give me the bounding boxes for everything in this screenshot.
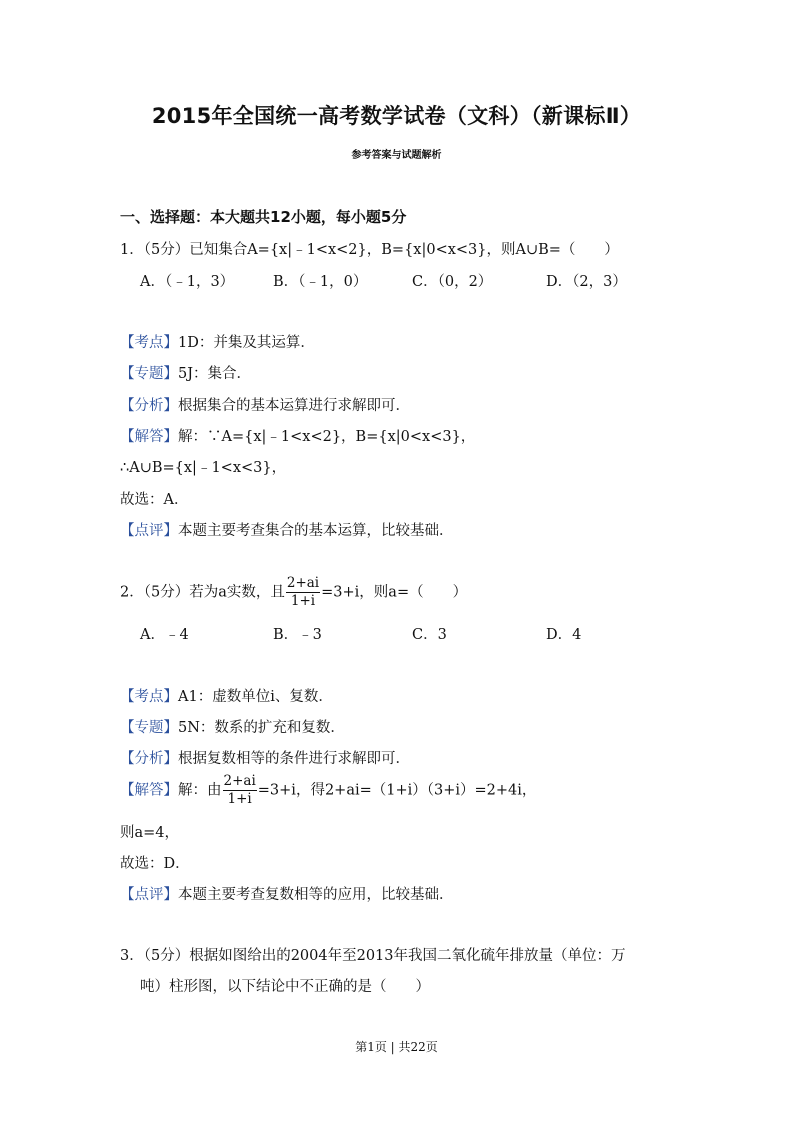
q1-option-d: D．（2，3）: [546, 274, 627, 290]
q2-fraction-denominator: 1+i: [290, 593, 316, 609]
q1-option-a: A．（﹣1，3）: [140, 274, 235, 290]
q2-fenxi-text: 根据复数相等的条件进行求解即可．: [178, 751, 410, 767]
q1-kaodian-tag: 【考点】: [120, 335, 178, 351]
q2-fraction-numerator: 2+ai: [286, 575, 320, 591]
q1-jieda-tag: 【解答】: [120, 429, 178, 445]
q1-option-b: B．（﹣1，0）: [273, 274, 368, 290]
q1-answer: 故选：A．: [120, 492, 189, 508]
q2-fenxi: [120, 747, 410, 768]
q2-kaodian: [120, 685, 333, 706]
q2-jieda: [120, 773, 536, 808]
q2-zhuanti-text: 5N：数系的扩充和复数．: [178, 720, 345, 736]
q2-stem-pre: 2．（5分）若为a实数，且: [120, 584, 285, 601]
q2-option-a: A．﹣4: [140, 627, 189, 643]
section-heading: 一、选择题：本大题共12小题，每小题5分: [120, 208, 407, 226]
page-title: 2015年全国统一高考数学试卷（文科）（新课标Ⅱ）: [151, 104, 642, 128]
q2-jieda-tag: 【解答】: [120, 782, 178, 799]
q1-dianping: [120, 519, 454, 540]
q2-jieda-fraction: [223, 773, 257, 808]
q1-fenxi-text: 根据集合的基本运算进行求解即可．: [178, 398, 410, 414]
q2-stem: [120, 575, 467, 610]
q2-fenxi-tag: 【分析】: [120, 751, 178, 767]
q2-jieda-fraction-numerator: 2+ai: [223, 773, 256, 789]
q2-kaodian-text: A1：虚数单位i、复数．: [178, 689, 333, 705]
page-footer: 第1页 | 共22页: [355, 1040, 438, 1054]
q1-jieda-line2: ∴A∪B={x|﹣1<x<3}，: [120, 460, 287, 476]
q3-stem-line1: 3．（5分）根据如图给出的2004年至2013年我国二氧化硫年排放量（单位：万: [120, 948, 626, 964]
q2-fraction: [286, 575, 320, 610]
q1-zhuanti-text: 5J：集合．: [178, 366, 252, 382]
q1-jieda: [120, 425, 475, 446]
q2-kaodian-tag: 【考点】: [120, 689, 178, 705]
q1-option-c: C．（0，2）: [412, 274, 493, 290]
q1-dianping-text: 本题主要考查集合的基本运算，比较基础．: [178, 523, 454, 539]
q2-option-b: B．﹣3: [273, 627, 322, 643]
q1-kaodian-text: 1D：并集及其运算．: [178, 335, 315, 351]
q2-jieda-pre: 解：由: [178, 782, 222, 799]
q1-zhuanti: [120, 362, 251, 383]
q1-kaodian: [120, 331, 315, 352]
q2-jieda-post: =3+i，得2+ai=（1+i）（3+i）=2+4i，: [257, 782, 537, 799]
q3-stem-line2: 吨）柱形图，以下结论中不正确的是（ ）: [140, 979, 430, 995]
q2-zhuanti-tag: 【专题】: [120, 720, 178, 736]
q1-dianping-tag: 【点评】: [120, 523, 178, 539]
q2-zhuanti: [120, 716, 345, 737]
q1-zhuanti-tag: 【专题】: [120, 366, 178, 382]
q1-fenxi-tag: 【分析】: [120, 398, 178, 414]
q2-option-c: C．3: [412, 627, 447, 643]
q1-fenxi: [120, 394, 410, 415]
page-subtitle: 参考答案与试题解析: [351, 150, 442, 161]
q1-jieda-text: 解：∵A={x|﹣1<x<2}，B={x|0<x<3}，: [178, 429, 476, 445]
q2-answer: 故选：D．: [120, 856, 190, 872]
q2-dianping-text: 本题主要考查复数相等的应用，比较基础．: [178, 887, 454, 903]
q2-dianping: [120, 883, 454, 904]
q2-stem-post: =3+i，则a=（ ）: [321, 584, 468, 601]
q2-option-d: D．4: [546, 627, 582, 643]
q2-jieda-fraction-denominator: 1+i: [227, 791, 252, 807]
q2-jieda-line2: 则a=4，: [120, 825, 180, 841]
q2-dianping-tag: 【点评】: [120, 887, 178, 903]
q1-stem: 1．（5分）已知集合A={x|﹣1<x<2}，B={x|0<x<3}，则A∪B=（ ）: [120, 242, 619, 258]
